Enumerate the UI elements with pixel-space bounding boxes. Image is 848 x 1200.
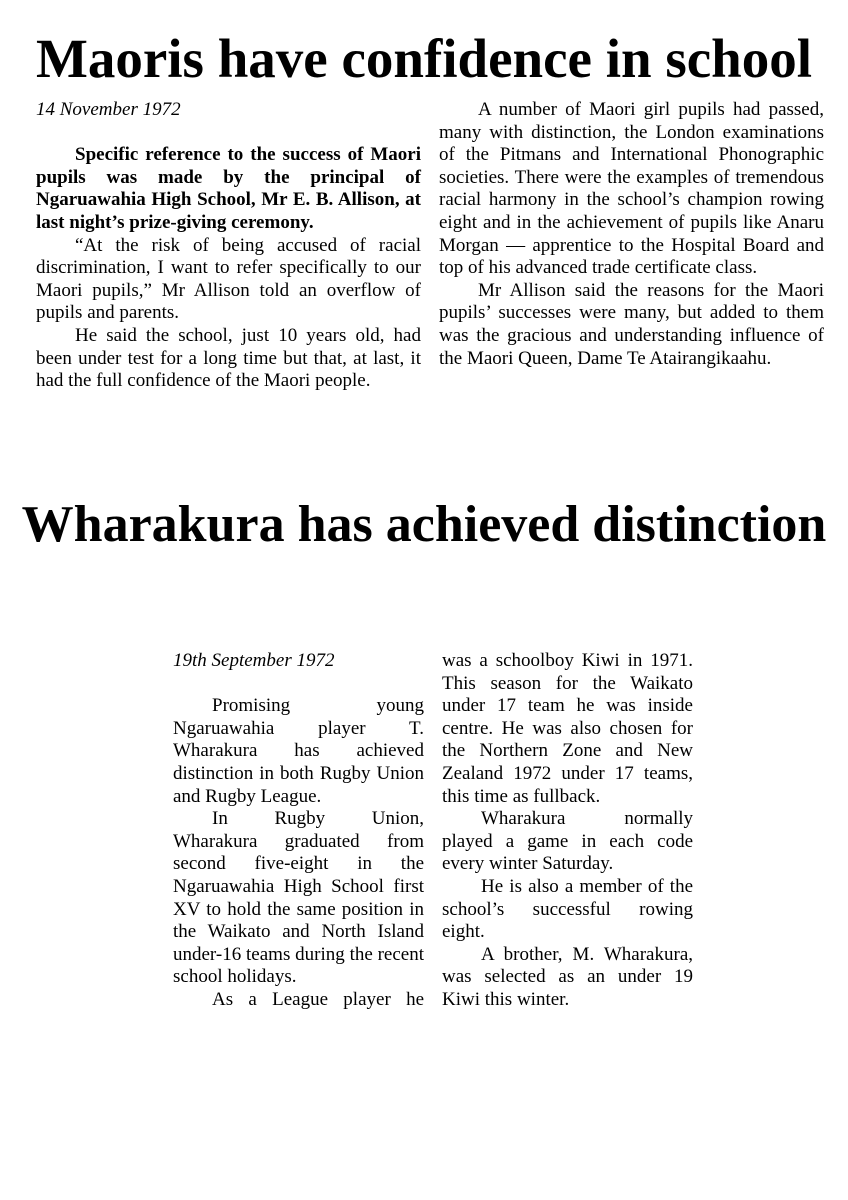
- article-2-column-left: [173, 650, 424, 1012]
- article-1-paragraph: Mr Allison said the reasons for the Maori pupils’ successes were many, but added to them was the gracious and understanding influence of the Maori Queen, Dame Te Atairangikaahu.: [439, 279, 824, 369]
- article-2-paragraph: Wharakura normally played a game in each code every winter Saturday.: [442, 808, 693, 875]
- article-1-body: [36, 99, 825, 393]
- article-1-lead-paragraph: Specific reference to the success of Maori pupils was made by the principal of Ngaruawahia High School, Mr E. B. Allison, at last night’s prize-giving ceremony.: [36, 144, 421, 233]
- article-2-paragraph: He is also a member of the school’s successful rowing eight.: [442, 875, 693, 943]
- article-1-paragraph: He said the school, just 10 years old, had been under test for a long time but that, at last, it had the full confidence of the Maori people.: [36, 324, 421, 392]
- article-2-paragraph: Promising young Ngaruawahia player T. Wharakura has achieved distinction in both Rugby Union and Rugby League.: [173, 695, 424, 807]
- article-2-paragraph-continued: was a schoolboy Kiwi in 1971. This season for the Waikato under 17 team he was inside centre. He was also chosen for the Northern Zone and New Zealand 1972 under 17 teams, this time as fullback.: [442, 650, 693, 807]
- article-1-headline: Maoris have confidence in school: [35, 28, 813, 89]
- article-2-paragraph: As a League player he: [212, 988, 424, 1010]
- article-1-paragraph: “At the risk of being accused of racial discrimination, I want to refer specifically to our Maori pupils,” Mr Allison told an overflow of pupils and parents.: [36, 234, 421, 324]
- article-2-column-right: [442, 650, 693, 1012]
- article-1-column-right: [439, 99, 824, 393]
- article-1-paragraph: A number of Maori girl pupils had passed, many with distinction, the London examinations of the Pitmans and International Phonographic societies. There were the examples of tremendous racial harmony in the school’s champion rowing eight and in the achievement of pupils like Anaru Morgan — apprentice to the Hospital Board and top of his advanced trade certificate class.: [439, 99, 824, 279]
- article-2-dateline: 19th September 1972: [173, 650, 335, 671]
- article-2-headline-text: Wharakura has achieved distinction: [21, 496, 827, 553]
- article-2-headline: [0, 491, 848, 559]
- article-2-body: [173, 650, 693, 1012]
- article-1-column-left: [36, 99, 421, 393]
- article-2-paragraph: A brother, M. Wharakura, was selected as an under 19 Kiwi this winter.: [442, 943, 693, 1010]
- article-2-paragraph: In Rugby Union, Wharakura graduated from second five-eight in the Ngaruawahia High School first XV to hold the same position in the Waikato and North Island under-16 teams during the recent school holidays.: [173, 808, 424, 988]
- article-1-dateline: 14 November 1972: [36, 99, 181, 120]
